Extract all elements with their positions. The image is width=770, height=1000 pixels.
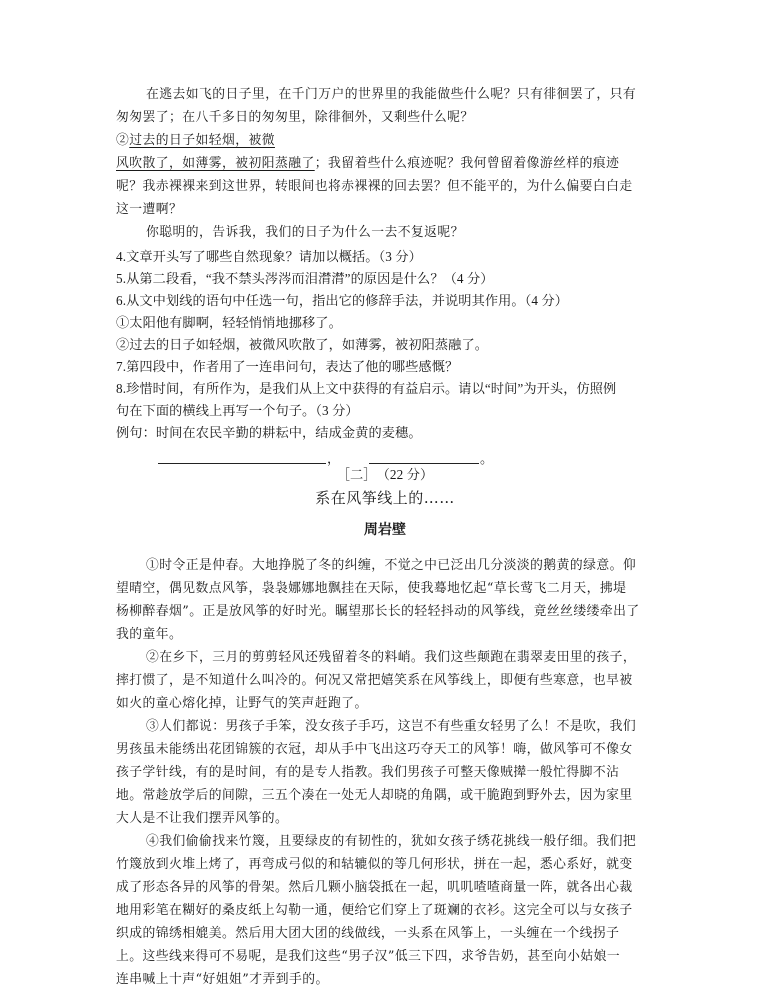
article-author: 周岩壁 [363, 522, 407, 538]
passage-line: 匆匆罢了；在八千多日的匆匆里，除徘徊外，又剩些什么呢？ [116, 110, 474, 125]
article-line: ③人们都说：男孩子手笨，没女孩子手巧，这岂不有些重女轻男了么！不是吹，我们 [146, 719, 637, 734]
article-line: 孩子学针线，有的是时间，有的是专人指教。我们男孩子可整天像贼撵一般忙得脚不沾 [116, 765, 620, 780]
underlined-sentence: 过去的日子如轻烟，被微 [129, 133, 275, 148]
article-line: ②在乡下，三月的剪剪轻风还残留着冬的料峭。我们这些颠跑在翡翠麦田里的孩子， [146, 650, 637, 665]
question-6: 6.从文中划线的语句中任选一句，指出它的修辞手法，并说明其作用。（4 分） [116, 293, 569, 308]
article-line: 如火的童心熔化掉，让野气的笑声赶跑了。 [116, 696, 368, 711]
answer-blank-1[interactable] [158, 463, 326, 464]
question-6-option-1: ①太阳他有脚啊，轻轻悄悄地挪移了。 [116, 315, 342, 330]
answer-blank-2[interactable] [369, 463, 479, 464]
question-4: 4.文章开头写了哪些自然现象？请加以概括。（3 分） [116, 249, 422, 264]
article-line: 摔打惯了，是不知道什么叫冷的。何况又常把嬉笑系在风筝线上，即便有些寒意，也早被 [116, 673, 633, 688]
question-8-cont: 句在下面的横线上再写一个句子。（3 分） [116, 403, 359, 418]
article-line: 男孩虽未能绣出花团锦簇的衣冠，却从手中飞出这巧夺天工的风筝！嗨，做风筝可不像女 [116, 742, 633, 757]
article-title: 系在风筝线上的…… [315, 489, 455, 507]
article-line: 地。常趁放学后的间隙，三五个凑在一处无人却晓的角隅，或干脆跑到野外去，因为家里 [116, 788, 633, 803]
passage-line-underlined: 风吹散了，如薄雾，被初阳蒸融了；我留着些什么痕迹呢？我何曾留着像游丝样的痕迹 [116, 156, 620, 171]
example-sentence: 例句：时间在农民辛勤的耕耘中，结成金黄的麦穗。 [116, 425, 422, 440]
blank-separator-comma: ， [327, 451, 341, 466]
question-5: 5.从第二段看，“我不禁头涔涔而泪潸潸”的原因是什么？（4 分） [116, 271, 494, 286]
article-line: 地用彩笔在糊好的桑皮纸上勾勒一通，便给它们穿上了斑斓的衣衫。这完全可以与女孩子 [116, 903, 633, 918]
article-line: 织成的锦绣相媲美。然后用大团大团的线做线，一头系在风筝上，一头缠在一个线拐子 [116, 926, 620, 941]
article-line: ①时令正是仲春。大地挣脱了冬的纠缠，不觉之中已泛出几分淡淡的鹅黄的绿意。仰 [146, 558, 637, 573]
underlined-sentence: 风吹散了，如薄雾，被初阳蒸融了 [116, 156, 315, 171]
article-line: 上。这些线来得可不易呢，是我们这些“男子汉”低三下四，求爷告奶，甚至向小姑娘一 [116, 949, 621, 964]
question-8: 8.珍惜时间，有所作为，是我们从上文中获得的有益启示。请以“时间”为开头，仿照例 [116, 381, 617, 396]
article-line: 竹篾放到火堆上烤了，再弯成弓似的和轱辘似的等几何形状，拼在一起，悉心系好，就变 [116, 857, 633, 872]
question-7: 7.第四段中，作者用了一连串问句，表达了他的哪些感慨？ [116, 359, 459, 374]
passage-closing-line: 你聪明的，告诉我，我们的日子为什么一去不复返呢？ [146, 225, 464, 240]
question-6-option-2: ②过去的日子如轻烟，被微风吹散了，如薄雾，被初阳蒸融了。 [116, 337, 489, 352]
article-line: 我的童年。 [116, 627, 183, 642]
passage-line-underlined: ②过去的日子如轻烟，被微 [116, 133, 275, 148]
blank-separator-period: 。 [480, 451, 494, 466]
article-line: 连串喊上十声“好姐姐”才弄到手的。 [116, 972, 329, 987]
article-line: 成了形态各异的风筝的骨架。然后几颗小脑袋抵在一起，叽叽喳喳商量一阵，就各出心裁 [116, 880, 633, 895]
passage-line: 呢？我赤裸裸来到这世界，转眼间也将赤裸裸的回去罢？但不能平的，为什么偏要白白走 [116, 179, 633, 194]
passage-line: 这一遭啊？ [116, 202, 183, 217]
article-line: 望晴空，偶见数点风筝，袅袅娜娜地飘挂在天际，使我蓦地忆起“草长莺飞二月天，拂堤 [116, 581, 627, 596]
passage-line: 在逃去如飞的日子里，在千门万户的世界里的我能做些什么呢？只有徘徊罢了，只有 [146, 87, 637, 102]
section-header: ［二］ （22 分） [336, 467, 434, 482]
article-line: 杨柳醉春烟”。正是放风筝的好时光。瞩望那长长的轻轻抖动的风筝线，竟丝丝缕缕牵出了 [116, 604, 640, 619]
article-line: ④我们偷偷找来竹篾，且要绿皮的有韧性的，犹如女孩子绣花挑线一般仔细。我们把 [146, 834, 637, 849]
article-line: 大人是不让我们摆弄风筝的。 [116, 811, 289, 826]
